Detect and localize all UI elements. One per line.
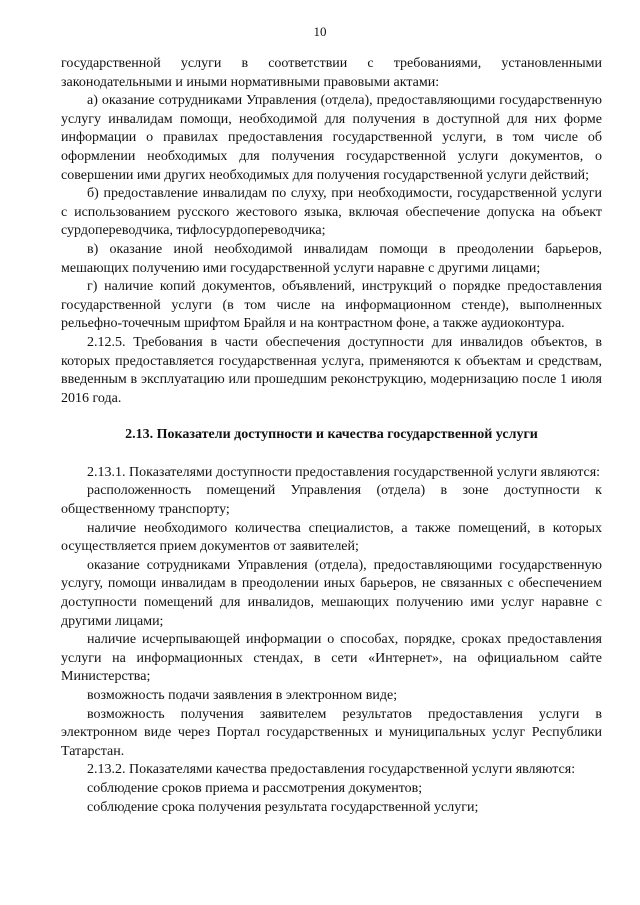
list-item-transport: расположенность помещений Управления (отдела) в зоне доступности к общественному транспорту; [61, 483, 602, 518]
paragraph-2-12-5: 2.12.5. Требования в части обеспечения доступности для инвалидов объектов, в которых предоставляется государственная услуга, применяются к объектам и средствам, введенным в эксплуатацию или прошедшим реконструкцию, модернизацию после 1 июля 2016 года. [61, 334, 602, 406]
list-item-result-deadline: соблюдение срока получения результата государственной услуги; [87, 799, 479, 815]
list-item-electronic-results: возможность получения заявителем результатов предоставления услуги в электронном виде через Портал государственных и муниципальных услуг Республики Татарстан. [61, 706, 602, 759]
list-item-assistance: оказание сотрудниками Управления (отдела), предоставляющими государственную услугу, помощи инвалидам в преодолении иных барьеров, не связанных с обеспечением доступности помещений для инвалидов, мешающих получению ими услуг наравне с другими лицами; [61, 557, 602, 629]
paragraph-2-13-1: 2.13.1. Показателями доступности предоставления государственной услуги являются: [87, 464, 601, 480]
paragraph-continuation: государственной услуги в соответствии с требованиями, установленными законодательными и иными нормативными правовыми актами: [61, 56, 602, 90]
section-heading: 2.13. Показатели доступности и качества государственной услуги [125, 427, 538, 443]
list-item-electronic-application: возможность подачи заявления в электронном виде; [87, 688, 398, 703]
page-number: 10 [313, 24, 327, 39]
paragraph-item-v: в) оказание иной необходимой инвалидам помощи в преодолении барьеров, мешающих получению ими государственной услуги наравне с другими лицами; [61, 241, 602, 276]
list-item-deadlines: соблюдение сроков приема и рассмотрения документов; [87, 780, 423, 796]
paragraph-item-a: а) оказание сотрудниками Управления (отдела), предоставляющими государственную услугу инвалидам помощи, необходимой для получения в доступной для них форме информации о правилах предоставления государственной услуги, в том числе об оформлении необходимых для получения государственной услуги документов, о совершении ими других необходимых для получения государственной услуги действий; [61, 93, 602, 183]
list-item-information: наличие исчерпывающей информации о способах, порядке, сроках предоставления услуги на информационных стендах, в сети «Интернет», на официальном сайте Министерства; [61, 632, 602, 685]
paragraph-item-b: б) предоставление инвалидам по слуху, при необходимости, государственной услуги с использованием русского жестового языка, включая обеспечение допуска на объект сурдопереводчика, тифлосурдопереводчика; [61, 186, 602, 239]
paragraph-2-13-2: 2.13.2. Показателями качества предоставления государственной услуги являются: [87, 762, 576, 778]
paragraph-item-g: г) наличие копий документов, объявлений, инструкций о порядке предоставления государственной услуги (в том числе на информационном стенде), выполненных рельефно-точечным шрифтом Брайля и на контрастном фоне, а также аудиоконтура. [61, 279, 602, 332]
document-body [61, 55, 602, 817]
list-item-specialists: наличие необходимого количества специалистов, а также помещений, в которых осуществляется прием документов от заявителей; [61, 520, 602, 555]
